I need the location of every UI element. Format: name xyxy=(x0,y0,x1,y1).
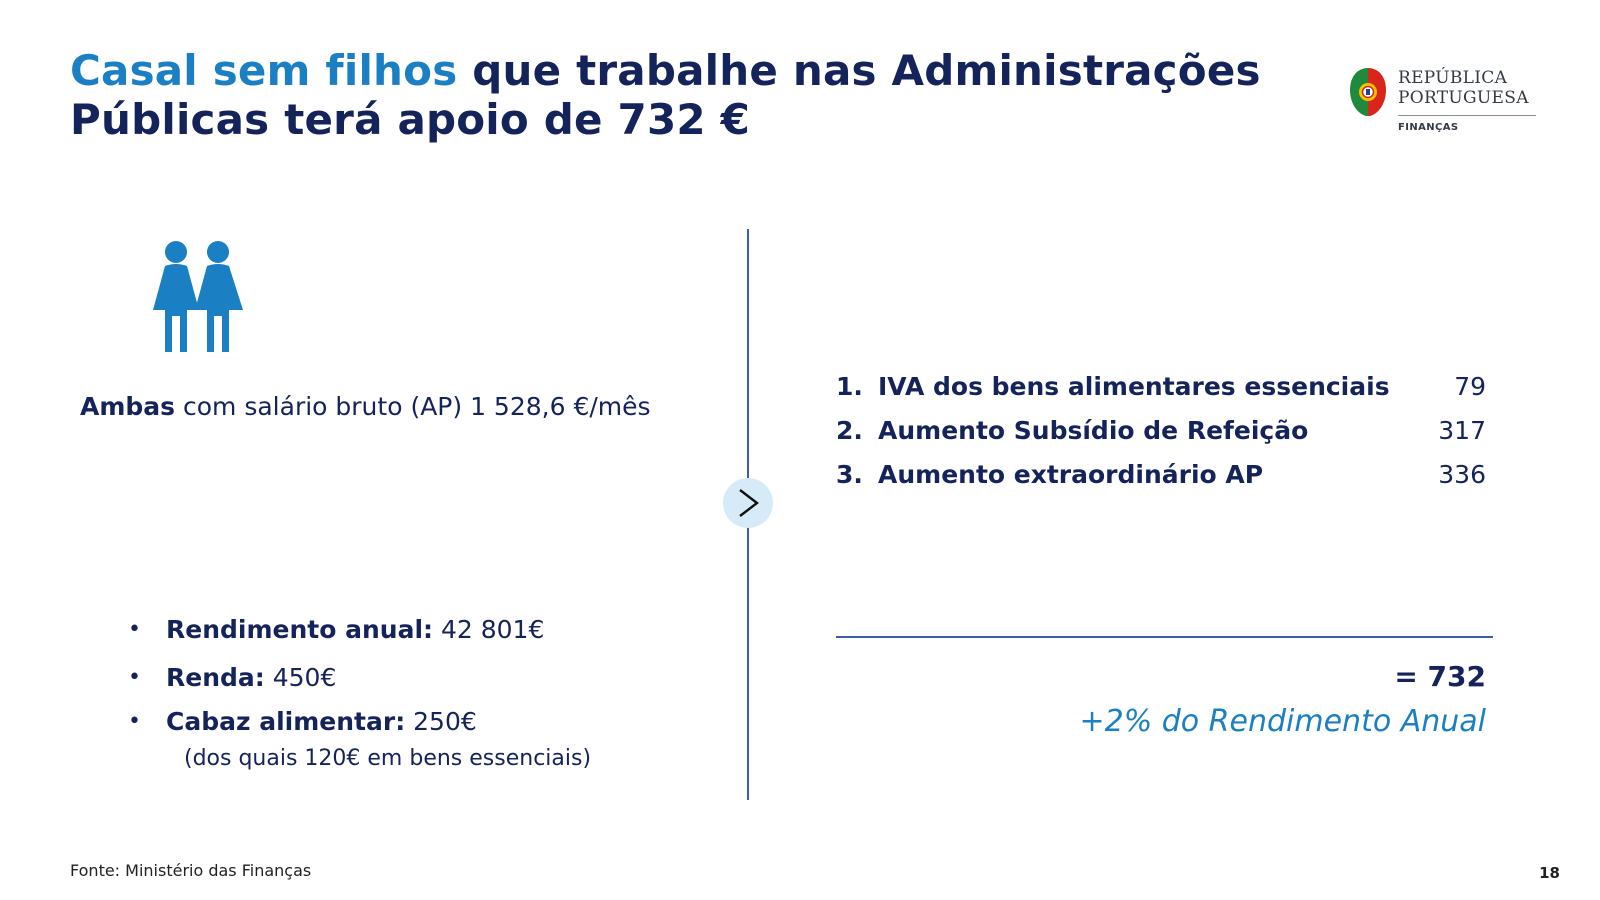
title-line-1-rest: que trabalhe nas Administrações xyxy=(457,46,1261,95)
fact-value: 250€ xyxy=(405,707,477,736)
item-label: Aumento extraordinário AP xyxy=(878,460,1264,489)
support-measures-list xyxy=(836,372,1486,504)
item-value: 79 xyxy=(1454,372,1486,401)
list-item xyxy=(836,372,1486,416)
item-number: 3. xyxy=(836,460,863,489)
salary-text: com salário bruto (AP) 1 528,6 €/mês xyxy=(175,392,651,421)
two-women-icon xyxy=(151,240,251,352)
source-note: Fonte: Ministério das Finanças xyxy=(70,861,312,880)
chevron-right-icon xyxy=(735,488,761,518)
percent-of-income: +2% do Rendimento Anual xyxy=(1079,704,1486,739)
item-number: 2. xyxy=(836,416,863,445)
fact-label: Renda: xyxy=(166,663,265,692)
logo-line-1: REPÚBLICA xyxy=(1398,68,1508,88)
logo-name xyxy=(1398,68,1529,108)
page-number: 18 xyxy=(1539,864,1560,882)
total-divider xyxy=(836,636,1493,638)
item-number: 1. xyxy=(836,372,863,401)
title-accent: Casal sem filhos xyxy=(70,46,458,95)
salary-subject: Ambas xyxy=(80,392,176,421)
logo-line-2: PORTUGUESA xyxy=(1398,88,1529,108)
list-item xyxy=(128,706,591,774)
title-line-1 xyxy=(70,46,1261,95)
fact-note: (dos quais 120€ em bens essenciais) xyxy=(184,746,592,771)
total-value: = 732 xyxy=(1394,660,1486,693)
item-value: 336 xyxy=(1438,460,1486,489)
fact-value: 450€ xyxy=(264,663,337,692)
item-label: Aumento Subsídio de Refeição xyxy=(878,416,1309,445)
household-facts-list xyxy=(128,614,591,774)
list-item xyxy=(836,416,1486,460)
slide-title xyxy=(70,46,1261,144)
item-label: IVA dos bens alimentares essenciais xyxy=(878,372,1390,401)
item-value: 317 xyxy=(1438,416,1486,445)
fact-value: 42 801€ xyxy=(433,615,545,644)
government-logo xyxy=(1348,64,1548,144)
salary-statement xyxy=(80,392,651,421)
list-item xyxy=(128,662,591,693)
list-item xyxy=(128,614,591,645)
logo-department: FINANÇAS xyxy=(1398,122,1459,133)
fact-label: Rendimento anual: xyxy=(166,615,434,644)
logo-divider xyxy=(1398,115,1536,116)
flag-emblem-icon xyxy=(1348,66,1388,118)
fact-label: Cabaz alimentar: xyxy=(166,707,406,736)
list-item xyxy=(836,460,1486,504)
title-line-2: Públicas terá apoio de 732 € xyxy=(70,95,751,144)
next-arrow xyxy=(723,478,773,528)
